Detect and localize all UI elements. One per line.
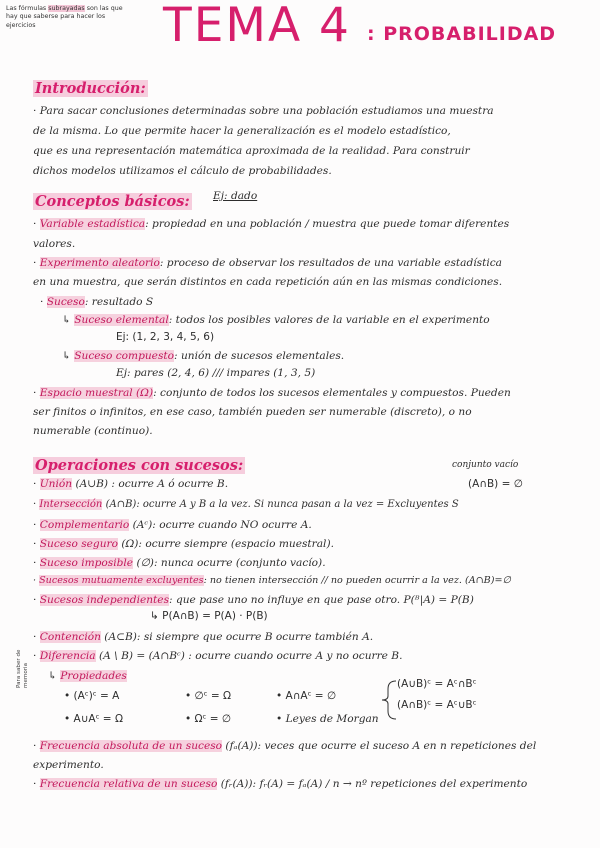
op-imposible: · Suceso imposible (∅): nunca ocurre (conjunto vacío). <box>33 557 326 569</box>
operaciones-heading: Operaciones con sucesos: <box>35 457 244 474</box>
op-union: · Unión (A∪B) : ocurre A ó ocurre B. <box>33 478 229 490</box>
espacio-line: · Espacio muestral (Ω): conjunto de todos los sucesos elementales y compuestos. Pueden <box>33 387 511 399</box>
vacio-label: conjunto vacío <box>452 460 519 470</box>
compuesto-term: Suceso compuesto <box>74 350 175 362</box>
elemental-term: Suceso elemental <box>74 314 169 326</box>
compuesto-example: Ej: pares (2, 4, 6) /// impares (1, 3, 5) <box>116 367 316 379</box>
page-title: TEMA 4 <box>163 0 351 53</box>
prop-2: • ∅ᶜ = Ω <box>185 690 232 702</box>
variable-line: · Variable estadística: propiedad en una población / muestra que puede tomar diferentes <box>33 218 510 230</box>
prop-6: • Leyes de Morgan <box>276 713 379 725</box>
intro-line-2: de la misma. Lo que permite hacer la generalización es el modelo estadístico, <box>33 125 451 137</box>
propiedades-heading: ↳ Propiedades <box>48 670 127 682</box>
morgan-brace <box>380 677 398 723</box>
op-independientes: · Sucesos independientes: que pase uno no influye en que pase otro. P(ᴮ|A) = P(B) <box>33 594 474 606</box>
prop-3: • A∩Aᶜ = ∅ <box>276 690 337 702</box>
experimento-line-2: en una muestra, que serán distintos en cada repetición aún en las mismas condiciones. <box>33 276 503 288</box>
intro-line-1: · Para sacar conclusiones determinadas sobre una población estudiamos una muestra <box>33 105 494 117</box>
intro-line-4: dichos modelos utilizamos el cálculo de probabilidades. <box>33 165 332 177</box>
page-subtitle: : PROBABILIDAD <box>367 23 557 45</box>
elemental-line: ↳ Suceso elemental: todos los posibles valores de la variable en el experimento <box>62 314 490 326</box>
header-note <box>6 5 124 30</box>
experimento-term: Experimento aleatorio <box>39 257 160 269</box>
elemental-example: Ej: (1, 2, 3, 4, 5, 6) <box>116 331 215 343</box>
op-interseccion: · Intersección (A∩B): ocurre A y B a la vez. Si nunca pasan a la vez = Excluyentes S <box>33 499 459 510</box>
conceptos-ejemplo: Ej: dado <box>213 190 258 202</box>
espacio-line-2: ser finitos o infinitos, en ese caso, también pueden ser numerable (discreto), o no <box>33 406 472 418</box>
op-excluyentes: · Sucesos mutuamente excluyentes: no tienen intersección // no pueden ocurrir a la vez. (A∩B)=∅ <box>33 575 511 586</box>
variable-term: Variable estadística <box>39 218 146 230</box>
note-pre: Las fórmulas <box>6 5 47 12</box>
vacio-formula: (A∩B) = ∅ <box>468 478 523 490</box>
op-diferencia: · Diferencia (A \ B) = (A∩Bᶜ) : ocurre cuando ocurre A y no ocurre B. <box>33 650 403 662</box>
indep-formula: ↳ P(A∩B) = P(A) · P(B) <box>150 610 268 622</box>
conceptos-heading: Conceptos básicos: <box>35 193 190 210</box>
prop-1: • (Aᶜ)ᶜ = A <box>64 690 120 702</box>
espacio-term: Espacio muestral (Ω) <box>39 387 154 399</box>
note-post: son las que hay que saberse para hacer los ejercicios <box>6 5 123 29</box>
note-highlight: subrayadas <box>48 5 85 12</box>
op-complementario: · Complementario (Aᶜ): ocurre cuando NO ocurre A. <box>33 519 312 531</box>
compuesto-line: ↳ Suceso compuesto: unión de sucesos elementales. <box>62 350 345 362</box>
frec-absoluta-2: experimento. <box>33 759 104 771</box>
morgan-2: (A∩B)ᶜ = Aᶜ∪Bᶜ <box>397 699 477 711</box>
intro-heading: Introducción: <box>35 80 146 97</box>
morgan-1: (A∪B)ᶜ = Aᶜ∩Bᶜ <box>397 678 477 690</box>
intro-line-3: que es una representación matemática aproximada de la realidad. Para construir <box>33 145 470 157</box>
suceso-line: · Suceso: resultado S <box>40 296 154 308</box>
side-note: Para saber de memoria <box>16 649 29 688</box>
op-seguro: · Suceso seguro (Ω): ocurre siempre (espacio muestral). <box>33 538 334 550</box>
frec-absoluta: · Frecuencia absoluta de un suceso (fₐ(A)): veces que ocurre el suceso A en n repeticiones del <box>33 740 537 752</box>
suceso-term: Suceso <box>46 296 85 308</box>
prop-5: • Ωᶜ = ∅ <box>185 713 232 725</box>
variable-line-2: valores. <box>33 238 76 250</box>
op-contencion: · Contención (A⊂B): si siempre que ocurre B ocurre también A. <box>33 631 374 643</box>
frec-relativa: · Frecuencia relativa de un suceso (fᵣ(A)): fᵣ(A) = fₐ(A) / n → nº repeticiones del experimento <box>33 778 528 790</box>
prop-4: • A∪Aᶜ = Ω <box>64 713 123 725</box>
experimento-line: · Experimento aleatorio: proceso de observar los resultados de una variable estadística <box>33 257 502 269</box>
espacio-line-3: numerable (continuo). <box>33 425 153 437</box>
